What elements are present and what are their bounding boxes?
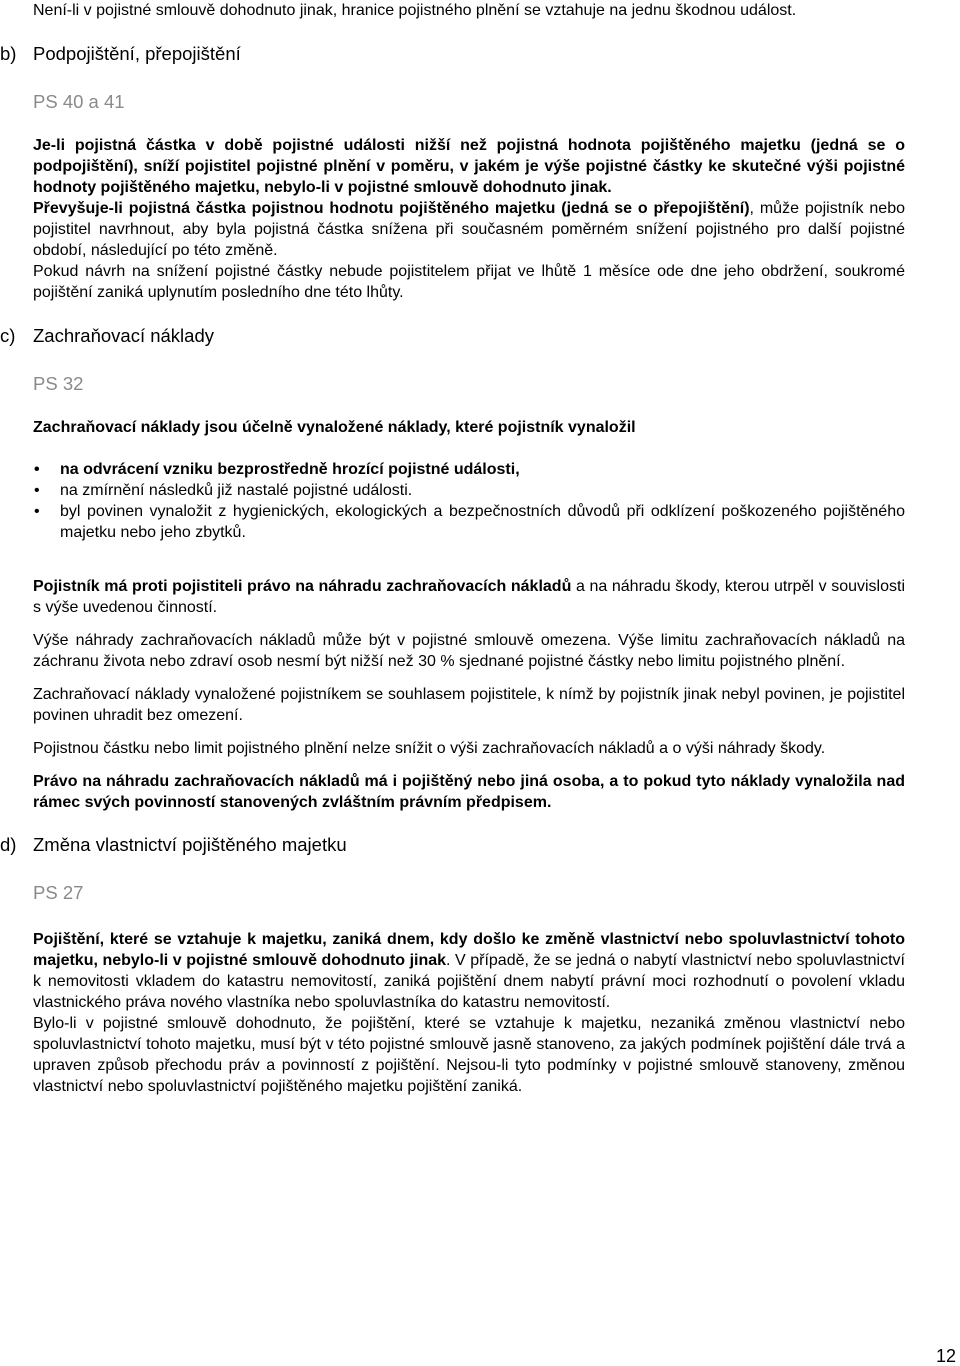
section-c-heading: [0, 324, 905, 348]
section-c-title: Zachraňovací náklady: [33, 325, 214, 346]
section-c-limit: Výše náhrady zachraňovacích nákladů může být v pojistné smlouvě omezena. Výše limitu zachraňovacích nákladů na záchranu života nebo zdraví osob nesmí být nižší než 30 % sjednané pojistné částky nebo limitu pojistného plnění.: [33, 632, 905, 670]
list-item: • byl povinen vynaložit z hygienických, ekologických a bezpečnostních důvodů při odklízení poškozeného pojištěného majetku nebo jeho zbytků.: [34, 503, 905, 541]
section-d-title: Změna vlastnictví pojištěného majetku: [33, 834, 347, 855]
section-c-compensation: Pojistník má proti pojistiteli právo na náhradu zachraňovacích nákladů a na náhradu škody, kterou utrpěl v souvislosti s výše uvedenou činností.: [33, 578, 905, 616]
section-b-overinsurance: Převyšuje-li pojistná částka pojistnou hodnotu pojištěného majetku (jedná se o přepojištění), může pojistník nebo pojistitel navrhnout, aby byla pojistná částka snížena při současném poměrném snížení pojistného pro další pojistné období, následující po této změně.: [33, 200, 905, 259]
bullet-icon: •: [34, 482, 40, 499]
section-b-underinsurance: Je-li pojistná částka v době pojistné události nižší než pojistná hodnota pojištěného majetku (jedná se o podpojištění), sníží pojistitel pojistné plnění v poměru, v jakém je výše pojistné částky ke skutečné výši pojistné hodnoty pojištěného majetku, nebylo-li v pojistné smlouvě dohodnuto jinak.: [33, 137, 905, 196]
list-item: • na zmírnění následků již nastalé pojistné události.: [34, 482, 413, 499]
section-c-no-reduction: Pojistnou částku nebo limit pojistného plnění nelze snížit o výši zachraňovacích nákladů a o výši náhrady škody.: [33, 740, 826, 757]
section-c-lead: Zachraňovací náklady jsou účelně vynaložené náklady, které pojistník vynaložil: [33, 419, 636, 436]
section-c-consent: Zachraňovací náklady vynaložené pojistníkem se souhlasem pojistitele, k nímž by pojistník jinak nebyl povinen, je pojistitel povinen uhradit bez omezení.: [33, 686, 905, 724]
bullet-icon: •: [34, 503, 40, 520]
section-b-label: b): [0, 43, 17, 64]
section-b-heading: [0, 42, 905, 66]
section-d-label: d): [0, 834, 17, 855]
bullet-icon: •: [34, 461, 40, 478]
section-c-other-person: Právo na náhradu zachraňovacích nákladů má i pojištěný nebo jiná osoba, a to pokud tyto náklady vynaložila nad rámec svých povinností stanovených zvláštním právním předpisem.: [33, 773, 905, 811]
section-d-agreement: Bylo-li v pojistné smlouvě dohodnuto, že pojištění, které se vztahuje k majetku, nezaniká změnou vlastnictví nebo spoluvlastnictví tohoto majetku, musí být v této pojistné smlouvě jasně stanoveno, za jakých podmínek pojištění dále trvá a upraven způsob přechodu práv a povinností z pojištění. Nejsou-li tyto podmínky v pojistné smlouvě stanoveny, změnou vlastnictví nebo spoluvlastnictví pojištěného majetku pojištění zaniká.: [33, 1015, 905, 1095]
paragraph-event-limit: Není-li v pojistné smlouvě dohodnuto jinak, hranice pojistného plnění se vztahuje na jednu škodnou událost.: [33, 2, 797, 19]
section-c-label: c): [0, 325, 16, 346]
section-c-ps: PS 32: [33, 373, 84, 394]
page-number: 12: [936, 1346, 957, 1366]
section-b-title: Podpojištění, přepojištění: [33, 43, 241, 64]
section-b-ps: PS 40 a 41: [33, 91, 125, 112]
list-item: • na odvrácení vzniku bezprostředně hrozící pojistné události,: [34, 461, 520, 478]
section-c-list: [33, 459, 905, 543]
section-b-proposal: Pokud návrh na snížení pojistné částky nebude pojistitelem přijat ve lhůtě 1 měsíce ode dne jeho obdržení, soukromé pojištění zaniká uplynutím posledního dne této lhůty.: [33, 263, 905, 301]
section-d-termination: Pojištění, které se vztahuje k majetku, zaniká dnem, kdy došlo ke změně vlastnictví nebo spoluvlastnictví tohoto majetku, nebylo-li v pojistné smlouvě dohodnuto jinak. V případě, že se jedná o nabytí vlastnictví nebo spoluvlastnictví k nemovitosti vkladem do katastru nemovitostí, zaniká pojištění dnem nabytí právní moci rozhodnutí o povolení vkladu vlastnického práva nového vlastníka nebo spoluvlastníka do katastru nemovitostí.: [33, 931, 905, 1011]
section-d-heading: [0, 833, 905, 857]
section-d-ps: PS 27: [33, 882, 84, 903]
